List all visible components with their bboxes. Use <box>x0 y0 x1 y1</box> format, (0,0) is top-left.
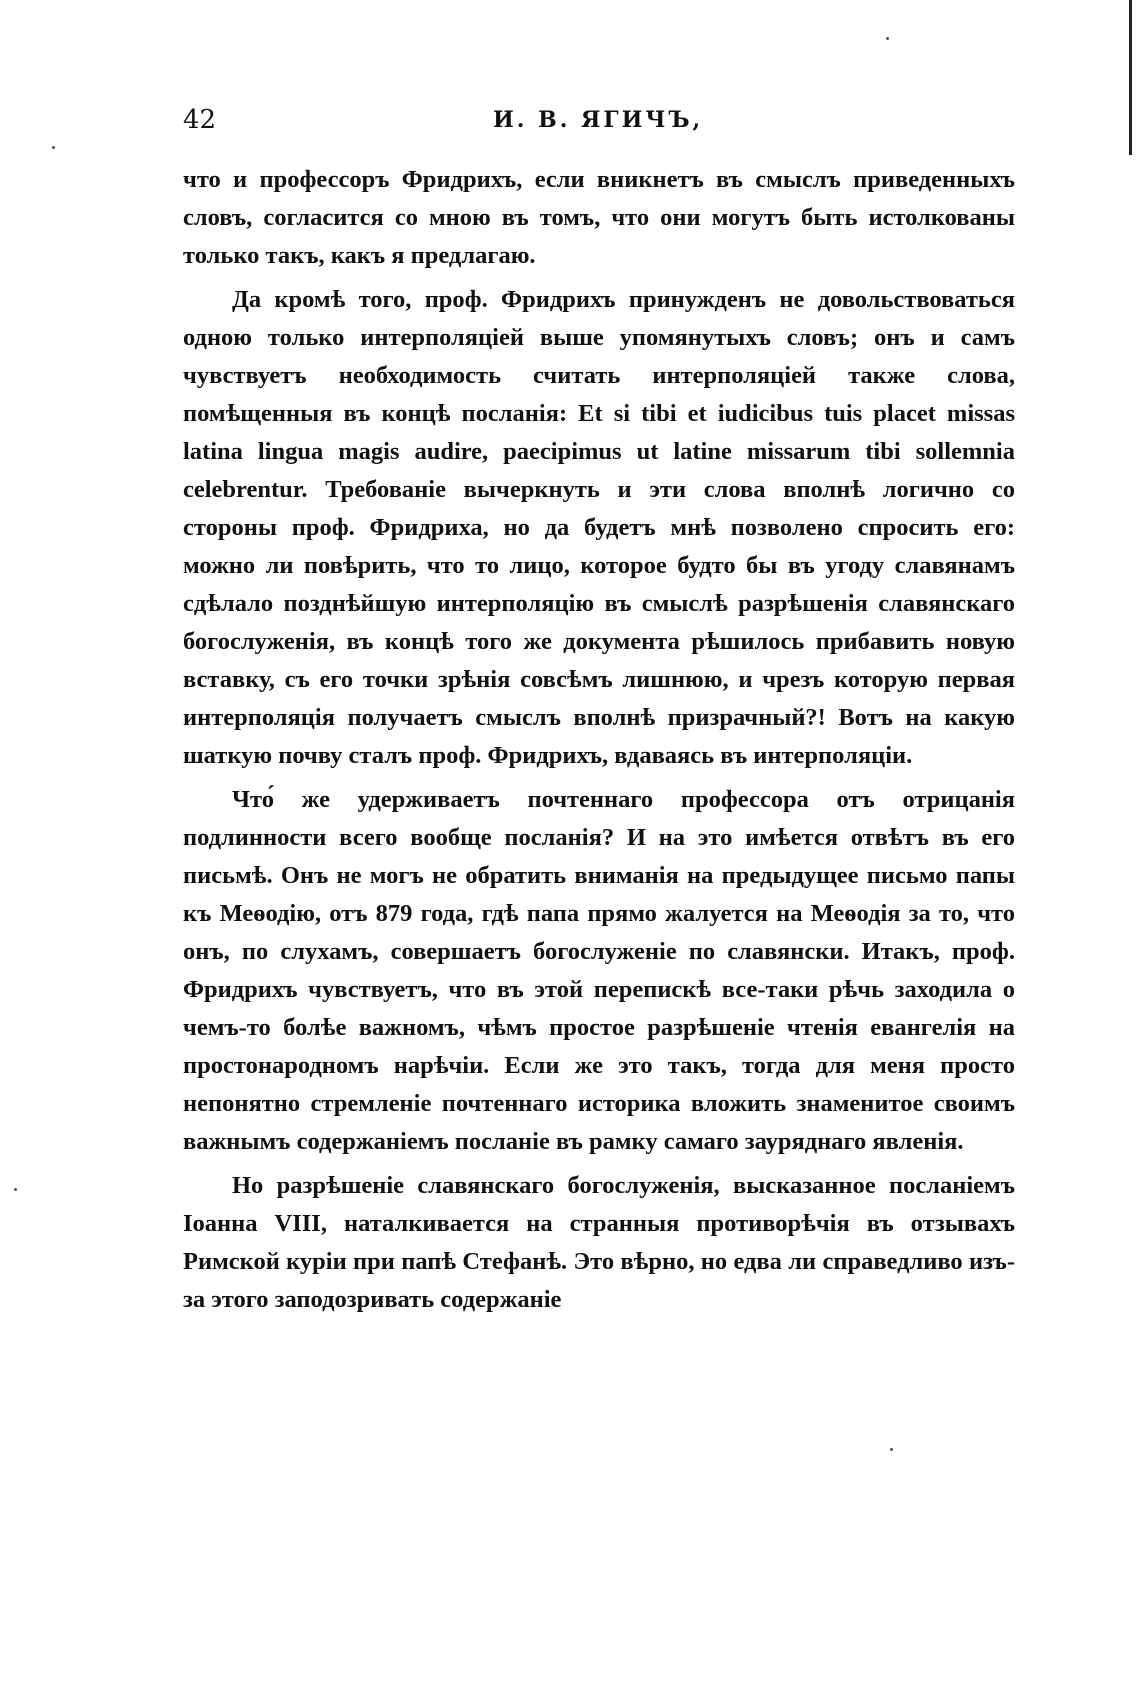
scan-edge-line <box>1129 0 1132 155</box>
paragraph: Но разрѣшеніе славянскаго богослуженія, высказанное посланіемъ Іоанна VIII, наталкивается на странныя противорѣчія въ отзывахъ Римской куріи при папѣ Стефанѣ. Это вѣрно, но едва ли справедливо изъ-за этого заподозривать содержаніе <box>183 1172 1015 1313</box>
scan-speck <box>886 37 889 40</box>
paragraph: Да кромѣ того, проф. Фридрихъ принужденъ не довольствоваться одною только интерполяціей выше упомянутыхъ словъ; онъ и самъ чувствуетъ необходимость считать интерполяціей также слова, помѣщенныя въ концѣ посланія: Et si tibi et iudicibus tuis placet missas latina lingua magis audire, paecipimus ut latine missarum tibi sollemnia celebrentur. Требованіе вычеркнуть и эти слова вполнѣ логично со стороны проф. Фридриха, но да будетъ мнѣ позволено спросить его: можно ли повѣрить, что то лицо, которое будто бы въ угоду славянамъ сдѣлало позднѣйшую интерполяцію въ смыслѣ разрѣшенія славянскаго богослуженія, въ концѣ того же документа рѣшилось прибавить новую вставку, съ его точки зрѣнія совсѣмъ лишнюю, и чрезъ которую первая интерполяція получаетъ смыслъ вполнѣ призрачный?! Вотъ на какую шаткую почву сталъ проф. Фридрихъ, вдаваясь въ интерполяціи. <box>183 286 1015 769</box>
scan-speck <box>52 146 55 149</box>
scan-speck <box>890 1448 893 1451</box>
paragraph: Что́ же удерживаетъ почтеннаго профессора отъ отрицанія подлинности всего вообще посланія? И на это имѣется отвѣтъ въ его письмѣ. Онъ не могъ не обратить вниманія на предыдущее письмо папы къ Меѳодію, отъ 879 года, гдѣ папа прямо жалуется на Меѳодія за то, что онъ, по слухамъ, совершаетъ богослуженіе по славянски. Итакъ, проф. Фридрихъ чувствуетъ, что въ этой перепискѣ все-таки рѣчь заходила о чемъ-то болѣе важномъ, чѣмъ простое разрѣшеніе чтенія евангелія на простонародномъ нарѣчіи. Если же это такъ, тогда для меня просто непонятно стремленіе почтеннаго историка вложить знаменитое своимъ важнымъ содержаніемъ посланіе въ рамку самаго зауряднаго явленія. <box>183 786 1015 1155</box>
paragraph: что и профессоръ Фридрихъ, если вникнетъ въ смыслъ приведенныхъ словъ, согласится со мною въ томъ, что они могутъ быть истолкованы только такъ, какъ я предлагаю. <box>183 166 1015 269</box>
running-title: И. В. ЯГИЧЪ, <box>493 107 704 133</box>
page-header <box>183 100 1015 140</box>
page-number: 42 <box>183 105 217 135</box>
scan-speck <box>14 1188 17 1191</box>
body-text <box>183 161 1015 1325</box>
